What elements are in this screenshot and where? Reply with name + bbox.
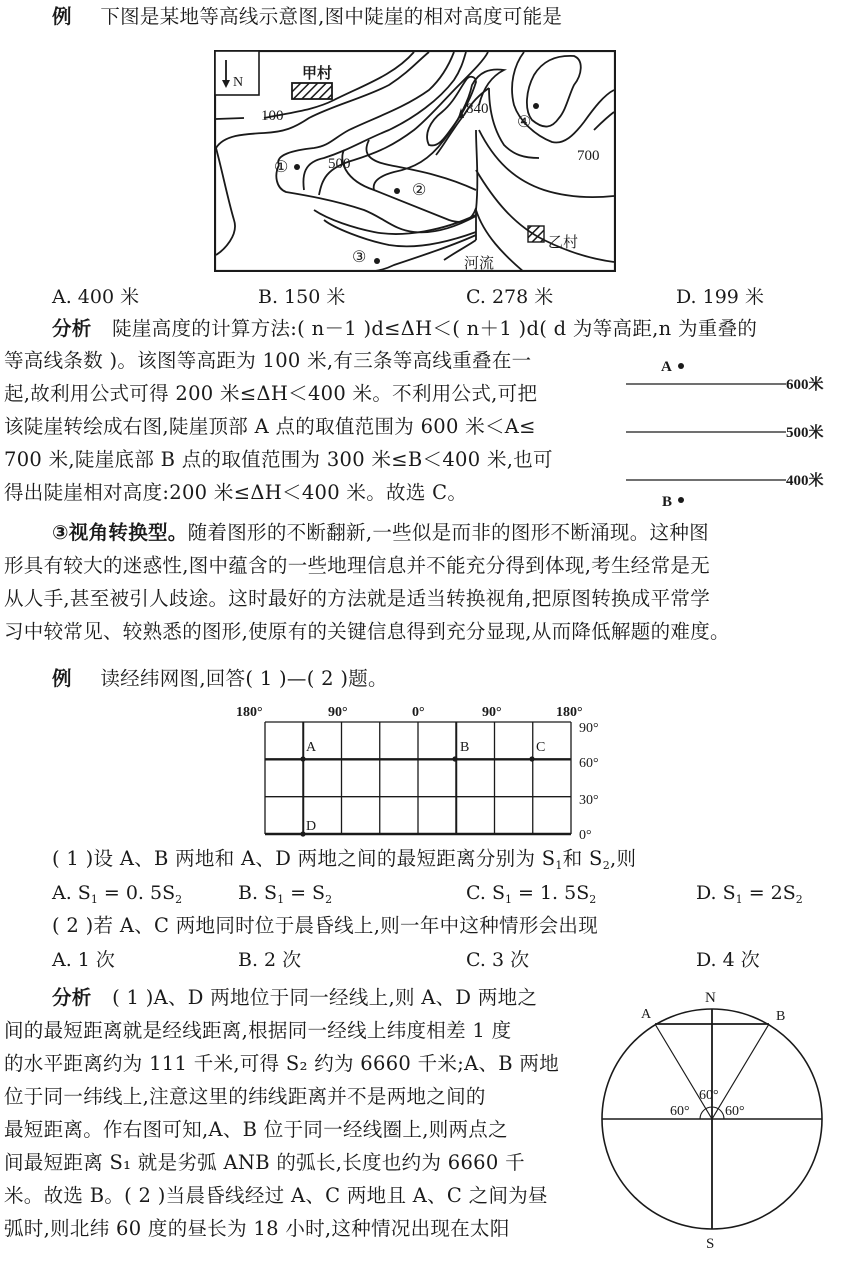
analysis2-text: ( 1 )A、D 两地位于同一经线上,则 A、D 两地之 — [112, 986, 538, 1009]
section3-text: 随着图形的不断翻新,一些似是而非的图形不断涌现。这种图 — [187, 521, 709, 544]
level-600-label: 600米 — [786, 377, 824, 393]
q1-option-c: C. $S_1 = 1$. $5S_2$ — [466, 882, 597, 906]
section3-line-0 — [52, 520, 709, 546]
meridian-circle-diagram — [595, 980, 850, 1262]
contour-label-100: 100 — [261, 108, 284, 124]
analysis1-line-4: 700 米,陡崖底部 B 点的取值范围为 300 米≤B＜400 米,也可 — [4, 448, 553, 471]
example1-question-line — [52, 4, 562, 30]
analysis1-line-0 — [52, 316, 757, 342]
contour-label-840: 840 — [466, 101, 489, 117]
point-3-label: ③ — [352, 249, 367, 266]
q1-option-a: A. $S_1 = 0$. $5S_2$ — [52, 882, 183, 906]
latlon-grid — [236, 700, 606, 842]
analysis1-line-5: 得出陡崖相对高度:200 米≤ΔH＜400 米。故选 C。 — [4, 481, 468, 504]
point-2-dot — [394, 188, 400, 194]
angle-left-label: 60° — [670, 1104, 690, 1119]
q1-text-mid: 和 S — [562, 847, 603, 870]
analysis2-line-7: 弧时,则北纬 60 度的昼长为 18 小时,这种情况出现在太阳 — [4, 1217, 510, 1240]
analysis-label: 分析 — [52, 986, 92, 1009]
option-d: D. 199 米 — [676, 286, 764, 308]
angle-right-label: 60° — [725, 1104, 745, 1119]
lon-label-0: 0° — [412, 705, 425, 720]
analysis2-line-1: 间的最短距离就是经线距离,根据同一经线上纬度相差 1 度 — [4, 1019, 512, 1042]
village-yi-icon — [528, 226, 544, 242]
circle-point-b-label: B — [776, 1009, 786, 1024]
grid-lines — [265, 722, 571, 834]
village-yi-label: 乙村 — [548, 235, 579, 251]
level-400-label: 400米 — [786, 473, 824, 489]
analysis1-line-3: 该陡崖转绘成右图,陡崖顶部 A 点的取值范围为 600 米＜A≤ — [4, 415, 536, 438]
river-label: 河流 — [464, 256, 495, 272]
q2-option-b: B. 2 次 — [238, 949, 302, 971]
q2-option-a: A. 1 次 — [52, 949, 115, 971]
lon-label-90e: 90° — [482, 705, 502, 720]
grid-point-d-label: D — [306, 819, 317, 834]
village-jia-icon — [292, 83, 332, 99]
point-1-dot — [294, 164, 300, 170]
analysis2-line-5: 间最短距离 S₁ 就是劣弧 ANB 的弧长,长度也约为 6660 千 — [4, 1151, 525, 1174]
q1-option-b: B. $S_1 = S_2$ — [238, 882, 333, 906]
point-3-dot — [374, 258, 380, 264]
analysis1-line-2: 起,故利用公式可得 200 米≤ΔH＜400 米。不利用公式,可把 — [4, 382, 538, 405]
village-jia-label: 甲村 — [302, 66, 333, 82]
q1-text-post: ,则 — [610, 847, 637, 870]
example2-question-line — [52, 666, 388, 692]
cliff-diagram — [618, 352, 850, 517]
section3-line-3: 习中较常见、较熟悉的图形,使原有的关键信息得到充分显现,从而降低解题的难度。 — [4, 620, 730, 643]
angle-top-label: 60° — [699, 1088, 719, 1103]
q2-option-d: D. 4 次 — [696, 949, 760, 971]
cliff-point-a-label: A — [661, 359, 672, 375]
example-label: 例 — [52, 5, 72, 28]
analysis1-line-1: 等高线条数 )。该图等高距为 100 米,有三条等高线重叠在一 — [4, 349, 532, 372]
option-c: C. 278 米 — [466, 286, 554, 308]
lat-label-0: 0° — [579, 828, 592, 842]
lon-label-180w: 180° — [236, 705, 263, 720]
north-pole-label: N — [705, 990, 716, 1006]
section3-line-2: 从人手,甚至被引人歧途。这时最好的方法就是适当转换视角,把原图转换成平常学 — [4, 587, 710, 610]
q1-option-d: D. $S_1 = 2S_2$ — [696, 882, 803, 906]
contour-map — [214, 50, 616, 272]
north-label: N — [233, 75, 244, 90]
example-label: 例 — [52, 667, 72, 690]
section3-title: ③视角转换型。 — [52, 521, 188, 544]
analysis2-line-0 — [52, 985, 537, 1011]
south-pole-label: S — [706, 1236, 715, 1252]
point-4-dot — [533, 103, 539, 109]
contour-label-700: 700 — [577, 148, 600, 164]
lat-label-60: 60° — [579, 756, 599, 771]
grid-point-c-label: C — [536, 740, 546, 755]
point-2-label: ② — [412, 182, 427, 199]
section3-line-1: 形具有较大的迷惑性,图中蕴含的一些地理信息并不能充分得到体现,考生经常是无 — [4, 554, 710, 577]
cliff-point-b-dot — [678, 497, 684, 503]
example1-question: 下图是某地等高线示意图,图中陡崖的相对高度可能是 — [100, 5, 563, 28]
analysis2-line-6: 米。故选 B。( 2 )当晨昏线经过 A、C 两地且 A、C 之间为昼 — [4, 1184, 548, 1207]
analysis2-line-4: 最短距离。作右图可知,A、B 位于同一经线圈上,则两点之 — [4, 1118, 508, 1141]
cliff-point-a-dot — [678, 363, 684, 369]
analysis-label: 分析 — [52, 317, 92, 340]
point-1-label: ① — [274, 159, 289, 176]
analysis2-line-3: 位于同一纬线上,注意这里的纬线距离并不是两地之间的 — [4, 1085, 486, 1108]
q2-option-c: C. 3 次 — [466, 949, 530, 971]
contour-label-500: 500 — [328, 156, 351, 172]
lat-label-30: 30° — [579, 793, 599, 808]
analysis1-text: 陡崖高度的计算方法:( n－1 )d≤ΔH＜( n＋1 )d( d 为等高距,n 为重叠的 — [112, 317, 758, 340]
q1-text-pre: ( 1 )设 A、B 两地和 A、D 两地之间的最短距离分别为 S — [52, 847, 556, 870]
level-500-label: 500米 — [786, 425, 824, 441]
lon-label-90w: 90° — [328, 705, 348, 720]
grid-point-c-dot — [529, 756, 534, 761]
analysis2-line-2: 的水平距离约为 111 千米,可得 S₂ 约为 6660 千米;A、B 两地 — [4, 1052, 559, 1075]
lon-label-180e: 180° — [556, 705, 583, 720]
grid-point-a-dot — [300, 756, 305, 761]
option-b: B. 150 米 — [258, 286, 346, 308]
example2-question: 读经纬网图,回答( 1 )—( 2 )题。 — [100, 667, 388, 690]
grid-point-b-label: B — [460, 740, 470, 755]
grid-point-a-label: A — [306, 740, 317, 755]
circle-point-a-label: A — [641, 1007, 652, 1022]
option-a: A. 400 米 — [52, 286, 140, 308]
q2-text: ( 2 )若 A、C 两地同时位于晨昏线上,则一年中这种情形会出现 — [52, 914, 599, 937]
lat-label-90: 90° — [579, 721, 599, 736]
cliff-point-b-label: B — [662, 494, 673, 510]
point-4-label: ④ — [517, 114, 532, 131]
grid-point-b-dot — [452, 756, 457, 761]
grid-point-d-dot — [300, 831, 305, 836]
q1-text: ( 1 )设 A、B 两地和 A、D 两地之间的最短距离分别为 $S_1$和 $S_2$,则 — [52, 847, 637, 872]
